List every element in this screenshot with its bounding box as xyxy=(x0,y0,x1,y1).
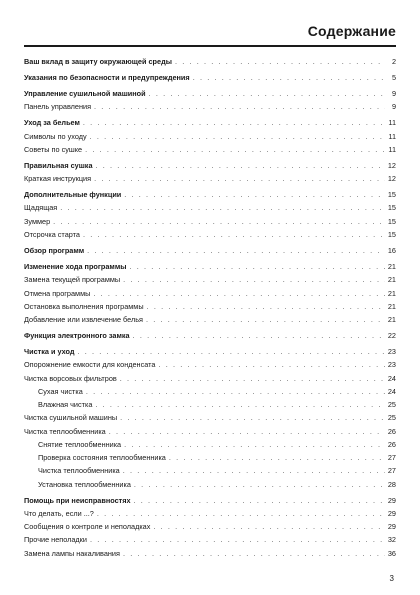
toc-entry-title: Чистка ворсовых фильтров xyxy=(24,373,117,383)
toc-entry-page: 23 xyxy=(387,360,396,370)
toc-leader-dots xyxy=(85,143,385,156)
toc-entry-page: 15 xyxy=(387,216,396,226)
toc-entry-page: 32 xyxy=(387,535,396,545)
toc-leader-dots xyxy=(146,313,385,326)
toc-entry-title: Советы по сушке xyxy=(24,144,83,154)
toc-entry-title: Символы по уходу xyxy=(24,131,87,141)
toc-leader-dots xyxy=(134,494,385,507)
toc-entry-page: 9 xyxy=(391,89,396,99)
toc-entry-title: Краткая инструкция xyxy=(24,174,92,184)
toc-section-entry[interactable] xyxy=(24,329,396,342)
toc-leader-dots xyxy=(169,451,385,464)
toc-leader-dots xyxy=(120,411,385,424)
toc-leader-dots xyxy=(93,287,385,300)
toc-entry-title: Отмена программы xyxy=(24,288,91,298)
toc-entry-page: 21 xyxy=(387,262,396,272)
toc-section-entry[interactable] xyxy=(24,188,396,201)
toc-leader-dots xyxy=(60,201,385,214)
toc-subentry[interactable] xyxy=(24,464,396,477)
toc-leader-dots xyxy=(175,55,385,68)
toc-entry-page: 9 xyxy=(391,102,396,112)
toc-section-entry[interactable] xyxy=(24,159,396,172)
toc-entry[interactable] xyxy=(24,533,396,546)
toc-entry-title: Щадящая xyxy=(24,203,58,213)
toc-entry-page: 12 xyxy=(387,174,396,184)
toc-entry-page: 15 xyxy=(387,190,396,200)
toc-entry-title: Ваш вклад в защиту окружающей среды xyxy=(24,57,172,66)
toc-entry[interactable] xyxy=(24,287,396,300)
toc-entry[interactable] xyxy=(24,520,396,533)
toc-entry-page: 11 xyxy=(388,131,396,141)
toc-entry[interactable] xyxy=(24,313,396,326)
toc-entry-title: Добавление или извлечение белья xyxy=(24,315,143,325)
toc-entry[interactable] xyxy=(24,547,396,560)
toc-leader-dots xyxy=(123,273,385,286)
toc-entry-title: Изменение хода программы xyxy=(24,262,127,272)
toc-entry-page: 21 xyxy=(387,275,396,285)
toc-entry-title: Чистка сушильной машины xyxy=(24,413,118,423)
toc-section-entry[interactable] xyxy=(24,260,396,273)
toc-leader-dots xyxy=(134,478,385,491)
toc-entry-page: 25 xyxy=(387,413,396,423)
toc-entry[interactable] xyxy=(24,143,396,156)
toc-entry-title: Что делать, если ...? xyxy=(24,508,94,518)
toc-entry[interactable] xyxy=(24,100,396,113)
toc-subentry[interactable] xyxy=(24,438,396,451)
toc-entry-page: 24 xyxy=(387,386,396,396)
toc-entry-page: 22 xyxy=(387,331,396,341)
toc-entry-title: Обзор программ xyxy=(24,246,85,256)
toc-entry-title: Уход за бельем xyxy=(24,118,80,128)
toc-entry-title: Установка теплообменника xyxy=(38,479,131,489)
toc-leader-dots xyxy=(158,358,384,371)
toc-entry-title: Указания по безопасности и предупреждения xyxy=(24,73,190,83)
toc-leader-dots xyxy=(124,188,385,201)
toc-leader-dots xyxy=(153,520,384,533)
toc-entry-page: 29 xyxy=(387,522,396,532)
toc-entry-title: Замена лампы накаливания xyxy=(24,548,120,558)
toc-entry-title: Замена текущей программы xyxy=(24,275,121,285)
toc-entry-page: 21 xyxy=(387,315,396,325)
toc-entry[interactable] xyxy=(24,215,396,228)
toc-entry-title: Дополнительные функции xyxy=(24,190,122,200)
toc-leader-dots xyxy=(90,130,385,143)
toc-entry-page: 11 xyxy=(388,118,396,128)
toc-entry-page: 26 xyxy=(387,439,396,449)
toc-leader-dots xyxy=(147,300,385,313)
toc-leader-dots xyxy=(87,244,385,257)
toc-entry-title: Прочие неполадки xyxy=(24,535,87,545)
toc-leader-dots xyxy=(193,71,385,84)
toc-entry[interactable] xyxy=(24,411,396,424)
toc-leader-dots xyxy=(95,398,384,411)
toc-leader-dots xyxy=(123,547,385,560)
toc-entry-page: 15 xyxy=(387,229,396,239)
toc-entry-page: 23 xyxy=(387,347,396,357)
toc-entry-page: 21 xyxy=(387,288,396,298)
toc-entry-title: Отсрочка старта xyxy=(24,229,80,239)
toc-entry-page: 26 xyxy=(387,426,396,436)
toc-leader-dots xyxy=(94,100,385,113)
toc-section-entry[interactable] xyxy=(24,345,396,358)
toc-entry-title: Функция электронного замка xyxy=(24,331,130,341)
toc-leader-dots xyxy=(83,116,385,129)
toc-entry[interactable] xyxy=(24,130,396,143)
toc-subentry[interactable] xyxy=(24,478,396,491)
toc-entry-title: Чистка теплообменника xyxy=(38,466,120,476)
toc-section-entry[interactable] xyxy=(24,116,396,129)
toc-entry-page: 36 xyxy=(387,548,396,558)
toc-entry-title: Сообщения о контроле и неполадках xyxy=(24,522,151,532)
toc-entry-title: Сухая чистка xyxy=(38,386,83,396)
toc-leader-dots xyxy=(94,172,385,185)
toc-leader-dots xyxy=(78,345,385,358)
toc-section-entry[interactable] xyxy=(24,55,396,68)
toc-leader-dots xyxy=(96,159,385,172)
toc-entry-page: 2 xyxy=(391,57,396,66)
toc-entry-title: Управление сушильной машиной xyxy=(24,89,146,99)
toc-entry-page: 27 xyxy=(387,466,396,476)
toc-entry-page: 21 xyxy=(387,301,396,311)
toc-entry-page: 16 xyxy=(387,246,396,256)
toc-entry[interactable] xyxy=(24,425,396,438)
toc-section-entry[interactable] xyxy=(24,71,396,84)
toc-leader-dots xyxy=(123,464,385,477)
toc-entry-page: 29 xyxy=(387,508,396,518)
toc-entry-title: Зуммер xyxy=(24,216,51,226)
toc-entry-page: 28 xyxy=(387,479,396,489)
toc-entry-title: Чистка и уход xyxy=(24,347,75,357)
toc-entry-title: Опорожнение емкости для конденсата xyxy=(24,360,156,370)
toc-subentry[interactable] xyxy=(24,451,396,464)
toc-leader-dots xyxy=(149,87,385,100)
toc-entry-title: Влажная чистка xyxy=(38,400,93,410)
toc-entry[interactable] xyxy=(24,201,396,214)
toc-leader-dots xyxy=(90,533,385,546)
toc-section-entry[interactable] xyxy=(24,87,396,100)
toc-entry[interactable] xyxy=(24,507,396,520)
toc-entry-title: Снятие теплообменника xyxy=(38,439,122,449)
toc-entry-title: Проверка состояния теплообменника xyxy=(38,453,166,463)
toc-entry-page: 11 xyxy=(388,144,396,154)
toc-leader-dots xyxy=(53,215,385,228)
toc-leader-dots xyxy=(120,372,385,385)
toc-leader-dots xyxy=(109,425,385,438)
toc-leader-dots xyxy=(83,228,385,241)
toc-entry[interactable] xyxy=(24,300,396,313)
toc-leader-dots xyxy=(124,438,385,451)
page-title: Содержание xyxy=(307,23,396,39)
toc-entry[interactable] xyxy=(24,172,396,185)
toc-entry-title: Чистка теплообменника xyxy=(24,426,106,436)
toc-entry-page: 27 xyxy=(387,453,396,463)
toc-leader-dots xyxy=(133,329,385,342)
toc-section-entry[interactable] xyxy=(24,494,396,507)
toc-section-entry[interactable] xyxy=(24,244,396,257)
toc-entry[interactable] xyxy=(24,372,396,385)
toc-leader-dots xyxy=(129,260,384,273)
toc-entry-page: 5 xyxy=(391,73,396,83)
toc-subentry[interactable] xyxy=(24,398,396,411)
table-of-contents xyxy=(24,55,396,560)
toc-entry[interactable] xyxy=(24,228,396,241)
title-rule xyxy=(24,45,396,47)
toc-subentry[interactable] xyxy=(24,385,396,398)
toc-entry-page: 15 xyxy=(387,203,396,213)
toc-entry-title: Правильная сушка xyxy=(24,160,93,170)
toc-entry-page: 24 xyxy=(387,373,396,383)
toc-entry[interactable] xyxy=(24,273,396,286)
page-number: 3 xyxy=(389,574,394,583)
toc-entry-title: Помощь при неисправностях xyxy=(24,495,131,505)
toc-entry-page: 25 xyxy=(387,400,396,410)
toc-entry-title: Панель управления xyxy=(24,102,92,112)
toc-entry-title: Остановка выполнения программы xyxy=(24,301,144,311)
toc-entry-page: 12 xyxy=(387,160,396,170)
toc-leader-dots xyxy=(97,507,385,520)
toc-entry[interactable] xyxy=(24,358,396,371)
toc-entry-page: 29 xyxy=(387,495,396,505)
toc-leader-dots xyxy=(86,385,385,398)
